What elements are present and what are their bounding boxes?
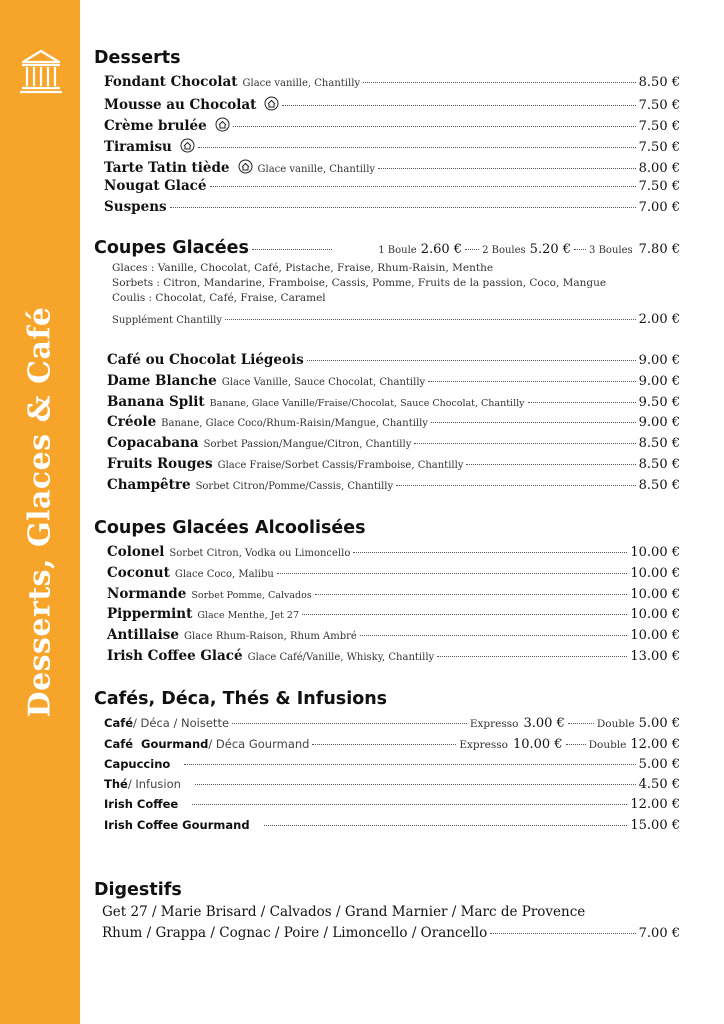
dot-leader xyxy=(568,723,594,724)
item-sub: / Déca Gourmand xyxy=(208,737,310,751)
sorbets-flavours: Sorbets : Citron, Mandarine, Framboise, Cassis, Pomme, Fruits de la passion, Coco, Mangue xyxy=(112,277,607,289)
item-name: Fondant Chocolat xyxy=(104,74,238,90)
item-name: Thé xyxy=(104,777,128,791)
double-label: Double xyxy=(588,739,627,751)
item-desc: Glace Menthe, Jet 27 xyxy=(197,610,300,621)
supplement-row xyxy=(112,312,680,327)
menu-item xyxy=(107,414,680,430)
item-name: Fruits Rouges xyxy=(107,456,213,472)
menu-item xyxy=(107,373,680,389)
item-price: 10.00 € xyxy=(630,587,680,602)
homemade-icon xyxy=(264,96,279,111)
item-desc: Glace vanille, Chantilly xyxy=(257,164,376,175)
item-name: Colonel xyxy=(107,544,165,560)
item-price: 7.50 € xyxy=(638,179,680,194)
item-desc: Glace Fraise/Sorbet Cassis/Framboise, Chantilly xyxy=(217,460,464,471)
menu-item xyxy=(104,818,680,833)
item-price: 8.50 € xyxy=(638,457,680,472)
item-name: Banana Split xyxy=(107,394,205,410)
menu-item xyxy=(107,352,680,368)
item-name: Normande xyxy=(107,586,187,602)
dot-leader xyxy=(232,723,467,724)
item-price: 7.00 € xyxy=(638,200,680,215)
dot-leader xyxy=(307,360,636,361)
dot-leader xyxy=(466,464,635,465)
item-desc: Banane, Glace Coco/Rhum-Raisin/Mangue, Chantilly xyxy=(161,418,428,429)
cafes-heading: Cafés, Déca, Thés & Infusions xyxy=(94,689,388,709)
item-desc: Sorbet Citron, Vodka ou Limoncello xyxy=(169,548,351,559)
item-name: Suspens xyxy=(104,199,167,215)
menu-item xyxy=(104,737,680,752)
digestifs-line-2-row xyxy=(102,925,680,941)
item-desc: Glace vanille, Chantilly xyxy=(242,78,361,89)
dot-leader xyxy=(195,784,636,785)
dot-leader xyxy=(363,82,636,83)
one-scoop-label: 1 Boule xyxy=(378,245,417,256)
item-price: 9.00 € xyxy=(638,374,680,389)
item-name: Pippermint xyxy=(107,606,193,622)
item-price: 8.00 € xyxy=(638,161,680,176)
menu-item xyxy=(104,199,680,215)
two-scoops-label: 2 Boules xyxy=(482,245,526,256)
dot-leader xyxy=(312,744,456,745)
dot-leader xyxy=(170,207,636,208)
item-name: Crème brulée xyxy=(104,118,207,134)
dot-leader xyxy=(414,443,635,444)
coupes-heading: Coupes Glacées xyxy=(94,238,249,258)
dot-leader xyxy=(490,933,635,934)
homemade-icon xyxy=(180,138,195,153)
menu-item xyxy=(107,544,680,560)
homemade-icon xyxy=(238,159,253,174)
item-desc: Sorbet Pomme, Calvados xyxy=(191,590,312,601)
dot-leader xyxy=(465,249,479,250)
item-desc: Glace Café/Vanille, Whisky, Chantilly xyxy=(247,652,435,663)
item-price: 13.00 € xyxy=(630,649,680,664)
expresso-label: Expresso xyxy=(469,718,519,730)
menu-item xyxy=(104,157,680,176)
dot-leader xyxy=(198,147,636,148)
menu-item xyxy=(107,477,680,493)
item-name: Créole xyxy=(107,414,157,430)
homemade-icon xyxy=(215,117,230,132)
menu-item xyxy=(104,94,680,113)
item-price: 8.50 € xyxy=(638,478,680,493)
menu-item xyxy=(104,716,680,731)
menu-item xyxy=(107,606,680,622)
item-name: Coconut xyxy=(107,565,170,581)
menu-item xyxy=(104,797,680,812)
item-desc: Sorbet Passion/Mangue/Citron, Chantilly xyxy=(203,439,412,450)
coupes-heading-row xyxy=(94,238,680,258)
item-price: 7.50 € xyxy=(638,140,680,155)
item-price: 10.00 € xyxy=(630,566,680,581)
item-sub: / Déca / Noisette xyxy=(133,716,230,730)
item-price: 9.50 € xyxy=(638,395,680,410)
item-name: Nougat Glacé xyxy=(104,178,207,194)
dot-leader xyxy=(431,422,636,423)
item-price: 4.50 € xyxy=(638,777,680,792)
desserts-heading: Desserts xyxy=(94,48,181,68)
alcool-heading: Coupes Glacées Alcoolisées xyxy=(94,518,366,538)
expresso-price: 10.00 € xyxy=(512,737,563,752)
double-label: Double xyxy=(596,718,635,730)
item-name: Champêtre xyxy=(107,477,191,493)
dot-leader xyxy=(210,186,636,187)
item-price: 10.00 € xyxy=(630,607,680,622)
supplement-label: Supplément Chantilly xyxy=(112,315,223,326)
item-price: 5.00 € xyxy=(638,716,680,731)
item-desc: Glace Vanille, Sauce Chocolat, Chantilly xyxy=(221,377,426,388)
menu-item xyxy=(107,456,680,472)
item-name: Copacabana xyxy=(107,435,199,451)
supplement-price: 2.00 € xyxy=(638,312,680,327)
glaces-flavours: Glaces : Vanille, Chocolat, Café, Pistache, Fraise, Rhum-Raisin, Menthe xyxy=(112,262,494,274)
item-name: Dame Blanche xyxy=(107,373,217,389)
item-name: Tiramisu xyxy=(104,139,172,155)
digestifs-line-2: Rhum / Grappa / Cognac / Poire / Limoncello / Orancello xyxy=(102,925,488,941)
dot-leader xyxy=(264,825,628,826)
one-scoop-price: 2.60 € xyxy=(420,242,463,257)
item-price: 5.00 € xyxy=(638,757,680,772)
item-sub: / Infusion xyxy=(127,777,181,791)
dot-leader xyxy=(378,168,636,169)
item-price: 7.50 € xyxy=(638,98,680,113)
menu-item xyxy=(104,178,680,194)
menu-item xyxy=(107,648,680,664)
item-name: Irish Coffee xyxy=(104,797,179,811)
expresso-label: Expresso xyxy=(459,739,508,751)
dot-leader xyxy=(233,126,636,127)
item-price: 7.50 € xyxy=(638,119,680,134)
menu-item xyxy=(104,777,680,792)
item-price: 15.00 € xyxy=(630,818,680,833)
dot-leader xyxy=(277,573,628,574)
item-name: Capuccino xyxy=(104,757,171,771)
digestifs-line-1: Get 27 / Marie Brisard / Calvados / Grand Marnier / Marc de Provence xyxy=(102,904,586,920)
item-name: Tarte Tatin tiède xyxy=(104,160,230,176)
dot-leader xyxy=(566,744,586,745)
menu-item xyxy=(107,586,680,602)
item-name: Mousse au Chocolat xyxy=(104,97,257,113)
item-price: 12.00 € xyxy=(630,737,680,752)
dot-leader xyxy=(353,552,627,553)
item-price: 10.00 € xyxy=(630,628,680,643)
dot-leader xyxy=(282,105,635,106)
item-desc: Banane, Glace Vanille/Fraise/Chocolat, Sauce Chocolat, Chantilly xyxy=(209,398,525,409)
item-desc: Glace Rhum-Raison, Rhum Ambré xyxy=(183,631,357,642)
dot-leader xyxy=(574,249,586,250)
menu-item xyxy=(104,115,680,134)
three-scoops-label: 3 Boules xyxy=(589,245,633,256)
digestifs-heading: Digestifs xyxy=(94,880,182,900)
item-price: 10.00 € xyxy=(630,545,680,560)
dot-leader xyxy=(360,635,628,636)
item-price: 8.50 € xyxy=(638,75,680,90)
item-name: Café ou Chocolat Liégeois xyxy=(107,352,304,368)
item-price: 9.00 € xyxy=(638,415,680,430)
menu-item xyxy=(104,757,680,772)
dot-leader xyxy=(252,249,332,250)
dot-leader xyxy=(528,402,636,403)
item-name: Irish Coffee Gourmand xyxy=(104,818,250,832)
menu-item xyxy=(107,565,680,581)
three-scoops-price: 7.80 € xyxy=(638,242,680,257)
item-name: Café Gourmand xyxy=(104,737,209,751)
sidebar-band xyxy=(0,0,80,1024)
item-price: 9.00 € xyxy=(638,353,680,368)
menu-item xyxy=(107,627,680,643)
menu-item xyxy=(104,136,680,155)
menu-item xyxy=(107,394,680,410)
dot-leader xyxy=(428,381,635,382)
item-price: 8.50 € xyxy=(638,436,680,451)
item-price: 12.00 € xyxy=(630,797,680,812)
digestifs-price: 7.00 € xyxy=(638,926,680,941)
dot-leader xyxy=(437,656,627,657)
menu-item xyxy=(104,74,680,90)
sidebar-title: Desserts, Glaces & Café xyxy=(22,306,58,718)
menu-item xyxy=(107,435,680,451)
coulis-flavours: Coulis : Chocolat, Café, Fraise, Caramel xyxy=(112,292,326,304)
dot-leader xyxy=(302,614,627,615)
greek-temple-icon xyxy=(18,46,64,96)
dot-leader xyxy=(225,319,636,320)
dot-leader xyxy=(315,594,628,595)
dot-leader xyxy=(192,804,627,805)
two-scoops-price: 5.20 € xyxy=(529,242,572,257)
item-name: Irish Coffee Glacé xyxy=(107,648,243,664)
item-desc: Sorbet Citron/Pomme/Cassis, Chantilly xyxy=(195,481,394,492)
expresso-price: 3.00 € xyxy=(523,716,565,731)
item-desc: Glace Coco, Malibu xyxy=(174,569,274,580)
item-name: Café xyxy=(104,716,134,730)
item-name: Antillaise xyxy=(107,627,179,643)
dot-leader xyxy=(396,485,636,486)
dot-leader xyxy=(184,764,635,765)
